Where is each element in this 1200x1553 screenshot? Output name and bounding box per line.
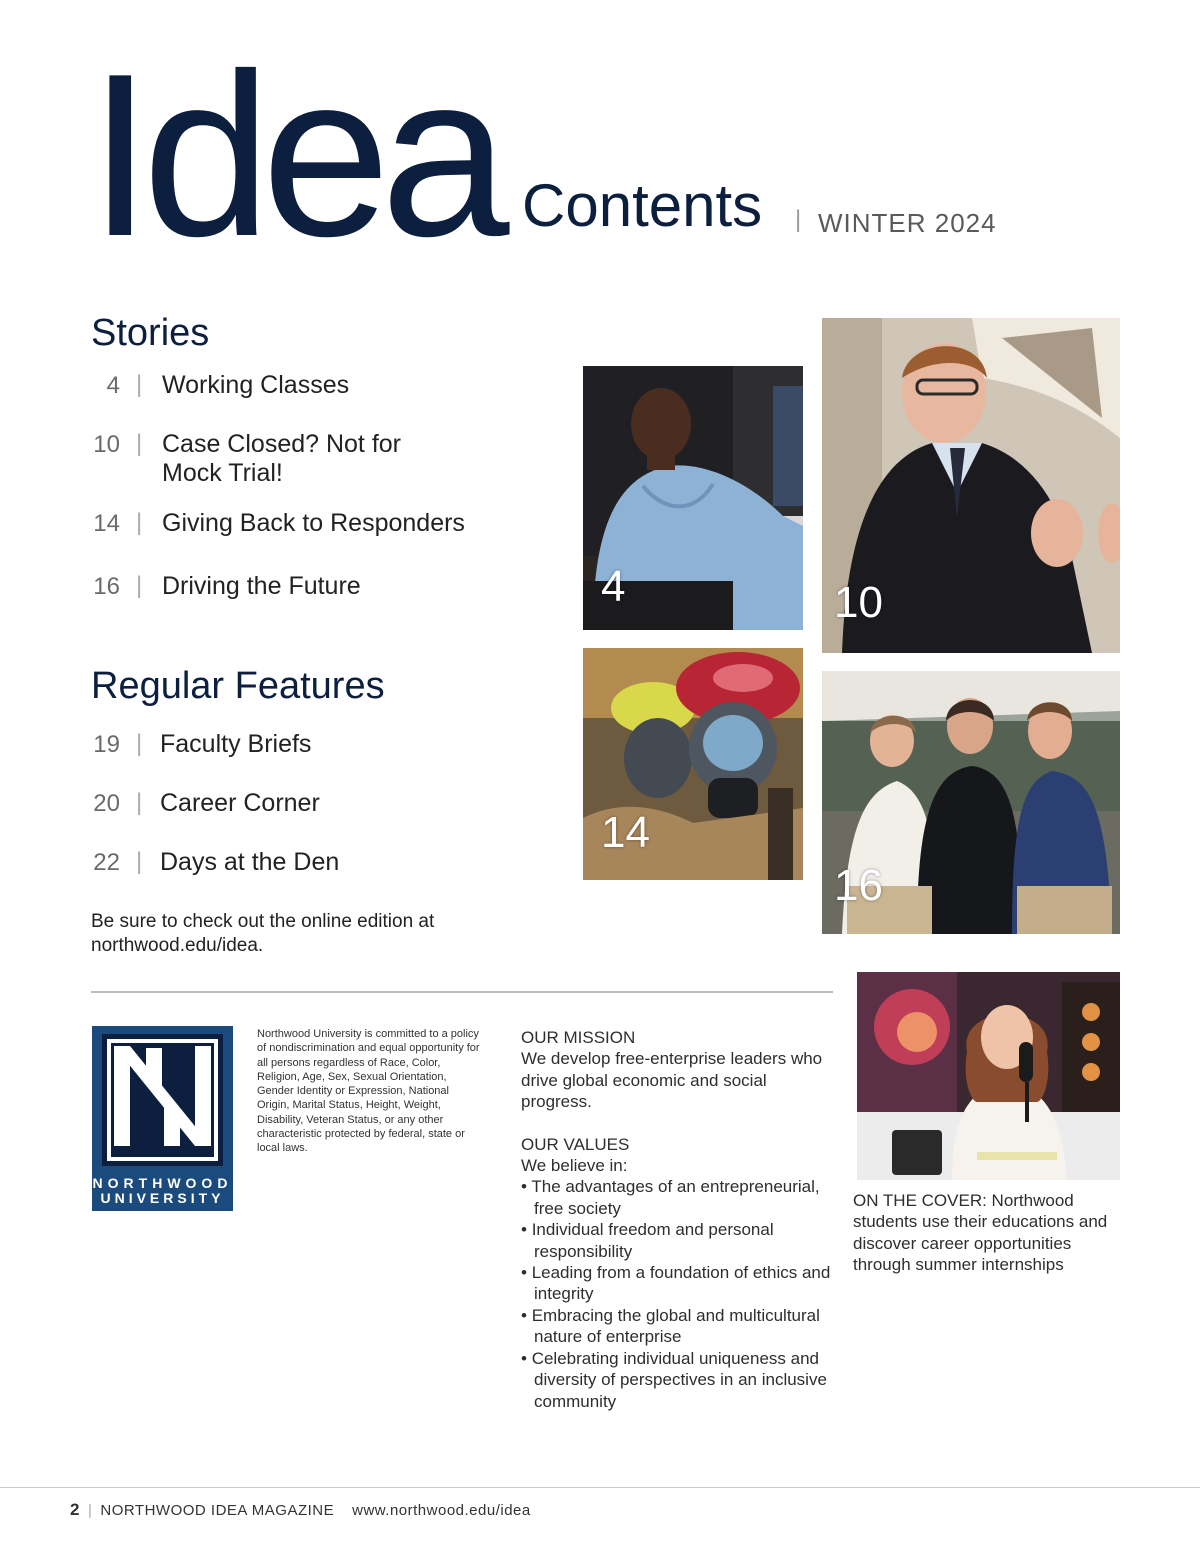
photo-page-label: 16 xyxy=(834,861,883,910)
footer-separator: | xyxy=(87,1502,93,1519)
toc-page-number: 4 xyxy=(106,372,120,399)
toc-page-number: 19 xyxy=(93,731,120,758)
photo-story-16[interactable] xyxy=(822,671,1120,934)
section-divider xyxy=(91,991,833,993)
photo-story-14[interactable] xyxy=(583,648,803,880)
features-heading: Regular Features xyxy=(91,665,385,707)
toc-separator: | xyxy=(136,730,143,757)
values-item: • The advantages of an entrepreneurial, free society xyxy=(521,1176,831,1219)
logo-text-university: UNIVERSITY xyxy=(100,1190,225,1206)
magazine-logo: Idea xyxy=(88,26,500,285)
values-item: • Embracing the global and multicultural nature of enterprise xyxy=(521,1305,831,1348)
toc-page-number: 16 xyxy=(93,573,120,600)
cover-caption: ON THE COVER: Northwood students use their educations and discover career opportunities through summer internships xyxy=(853,1191,1108,1275)
publication-name: NORTHWOOD IDEA MAGAZINE xyxy=(100,1502,335,1519)
toc-separator: | xyxy=(136,848,143,875)
values-item: • Leading from a foundation of ethics and integrity xyxy=(521,1262,831,1305)
toc-title: Working Classes xyxy=(162,371,350,399)
cover-photo[interactable] xyxy=(857,972,1120,1180)
toc-page-number: 22 xyxy=(93,849,120,876)
photo-page-label: 10 xyxy=(834,578,883,627)
page-number: 2 xyxy=(70,1500,80,1519)
values-item: • Celebrating individual uniqueness and diversity of perspectives in an inclusive community xyxy=(521,1348,831,1412)
mission-text: We develop free-enterprise leaders who drive global economic and social progress. xyxy=(521,1049,823,1112)
northwood-university-logo xyxy=(92,1026,233,1211)
toc-page-number: 20 xyxy=(93,790,120,817)
toc-separator: | xyxy=(136,572,143,599)
logo-text-northwood: NORTHWOOD xyxy=(92,1175,233,1191)
mission-heading: OUR MISSION xyxy=(521,1028,636,1047)
online-edition-note: Be sure to check out the online edition at northwood.edu/idea. xyxy=(91,911,435,956)
mission-values xyxy=(521,1027,831,1412)
photo-story-10[interactable] xyxy=(822,318,1120,653)
page-title: Contents xyxy=(522,172,763,239)
issue-date: WINTER 2024 xyxy=(818,208,997,238)
values-heading: OUR VALUES xyxy=(521,1134,630,1154)
toc-title: Giving Back to Responders xyxy=(162,509,465,537)
toc-title: Case Closed? Not for Mock Trial! xyxy=(162,430,402,487)
title-separator: | xyxy=(795,206,802,233)
toc-separator: | xyxy=(136,371,143,398)
values-list xyxy=(521,1176,831,1411)
toc-title: Career Corner xyxy=(160,789,320,817)
photo-story-4[interactable] xyxy=(583,366,803,630)
values-intro: We believe in: xyxy=(521,1156,628,1176)
toc-page-number: 10 xyxy=(93,431,120,458)
footer-url-link[interactable]: www.northwood.edu/idea xyxy=(352,1502,531,1519)
photo-page-label: 4 xyxy=(601,562,626,611)
toc-title: Driving the Future xyxy=(162,572,361,600)
toc-separator: | xyxy=(136,430,143,457)
toc-separator: | xyxy=(136,509,143,536)
toc-title: Days at the Den xyxy=(160,848,340,876)
footer-rule xyxy=(0,1487,1200,1488)
stories-heading: Stories xyxy=(91,312,210,354)
toc-separator: | xyxy=(136,789,143,816)
values-item: • Individual freedom and personal responsibility xyxy=(521,1219,831,1262)
nu-monogram-icon xyxy=(92,1026,233,1176)
toc-title: Faculty Briefs xyxy=(160,730,312,758)
toc-page-number: 14 xyxy=(93,510,120,537)
page-footer xyxy=(70,1500,531,1520)
nondiscrimination-statement: Northwood University is committed to a policy of nondiscrimination and equal opportunity for all persons regardless of Race, Color, Religion, Age, Sex, Sexual Orientation, Gender Identity or Expression, National Origin, Marital Status, Height, Weight, Disability, Veteran Status, or any other characteristic protected by federal, state or local laws. xyxy=(257,1028,480,1155)
photo-page-label: 14 xyxy=(601,808,650,857)
